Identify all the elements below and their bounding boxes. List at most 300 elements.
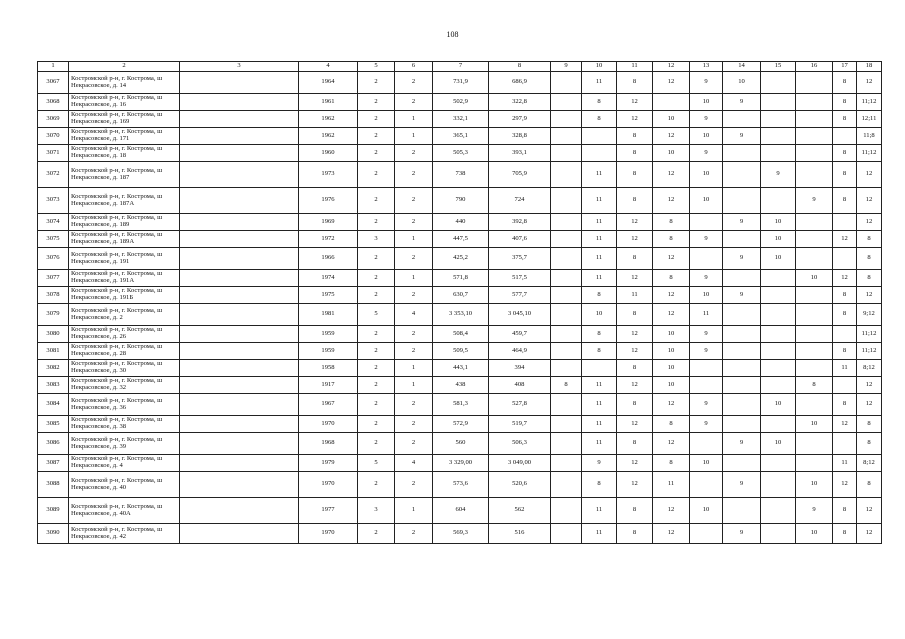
table-cell: 11 xyxy=(833,360,857,377)
table-cell: 12 xyxy=(653,304,690,326)
table-cell xyxy=(796,455,833,472)
address-cell: Костромской р-н, г. Кострома, ш Некрасовское, д. 28 xyxy=(69,343,180,360)
table-cell: 9 xyxy=(723,214,761,231)
table-cell: 8 xyxy=(617,394,653,416)
table-cell: 12 xyxy=(617,111,653,128)
table-cell: 1977 xyxy=(299,498,358,524)
record-id-cell: 3083 xyxy=(38,377,69,394)
table-cell: 10 xyxy=(653,360,690,377)
table-cell xyxy=(796,394,833,416)
table-cell: 10 xyxy=(761,248,796,270)
table-cell xyxy=(723,231,761,248)
table-cell: 9 xyxy=(761,162,796,188)
table-cell: 790 xyxy=(433,188,489,214)
table-cell xyxy=(180,287,299,304)
table-cell xyxy=(551,128,582,145)
table-cell: 10 xyxy=(761,433,796,455)
table-cell: 8 xyxy=(617,498,653,524)
column-number-9: 9 xyxy=(551,62,582,72)
table-cell: 8 xyxy=(833,343,857,360)
table-cell xyxy=(761,455,796,472)
table-cell: 8 xyxy=(617,72,653,94)
table-cell: 8 xyxy=(617,433,653,455)
table-cell: 9 xyxy=(723,128,761,145)
table-cell: 10 xyxy=(723,72,761,94)
table-cell xyxy=(180,270,299,287)
table-cell: 375,7 xyxy=(489,248,551,270)
table-cell xyxy=(551,472,582,498)
table-cell xyxy=(796,433,833,455)
table-cell xyxy=(761,326,796,343)
table-cell: 571,8 xyxy=(433,270,489,287)
table-cell xyxy=(180,214,299,231)
table-cell: 560 xyxy=(433,433,489,455)
table-cell: 686,9 xyxy=(489,72,551,94)
table-cell: 10 xyxy=(690,128,723,145)
record-id-cell: 3072 xyxy=(38,162,69,188)
table-cell: 2 xyxy=(395,162,433,188)
column-number-1: 1 xyxy=(38,62,69,72)
address-cell: Костромской р-н, г. Кострома, ш Некрасовское, д. 42 xyxy=(69,524,180,544)
table-cell: 738 xyxy=(433,162,489,188)
table-cell: 1968 xyxy=(299,433,358,455)
table-cell: 8 xyxy=(857,416,882,433)
table-cell: 2 xyxy=(358,188,395,214)
address-cell: Костромской р-н, г. Кострома, ш Некрасовское, д. 40А xyxy=(69,498,180,524)
table-cell: 12 xyxy=(857,498,882,524)
table-cell xyxy=(551,231,582,248)
table-cell xyxy=(761,94,796,111)
table-cell: 1959 xyxy=(299,326,358,343)
table-cell xyxy=(180,188,299,214)
table-cell: 1975 xyxy=(299,287,358,304)
table-cell xyxy=(796,304,833,326)
table-cell xyxy=(551,498,582,524)
table-cell: 8 xyxy=(833,524,857,544)
table-cell: 581,3 xyxy=(433,394,489,416)
table-cell xyxy=(761,72,796,94)
table-cell xyxy=(723,304,761,326)
table-row xyxy=(38,270,882,287)
table-cell: 1976 xyxy=(299,188,358,214)
table-cell xyxy=(796,162,833,188)
table-cell xyxy=(180,455,299,472)
table-cell: 11 xyxy=(582,72,617,94)
table-cell xyxy=(180,145,299,162)
table-row xyxy=(38,162,882,188)
table-cell xyxy=(723,188,761,214)
table-cell: 407,6 xyxy=(489,231,551,248)
table-cell: 8 xyxy=(857,248,882,270)
table-cell xyxy=(833,326,857,343)
table-cell: 11 xyxy=(582,498,617,524)
table-cell xyxy=(180,360,299,377)
table-row xyxy=(38,214,882,231)
table-cell: 8 xyxy=(617,128,653,145)
table-cell: 11;12 xyxy=(857,326,882,343)
table-cell: 11 xyxy=(582,231,617,248)
table-cell xyxy=(833,433,857,455)
table-cell: 8 xyxy=(833,188,857,214)
table-cell: 10 xyxy=(796,270,833,287)
table-cell: 1970 xyxy=(299,472,358,498)
table-cell xyxy=(582,128,617,145)
table-cell: 12 xyxy=(833,231,857,248)
table-cell xyxy=(551,270,582,287)
table-cell: 12 xyxy=(857,214,882,231)
table-cell xyxy=(723,416,761,433)
record-id-cell: 3086 xyxy=(38,433,69,455)
table-cell xyxy=(761,360,796,377)
table-cell xyxy=(833,377,857,394)
address-cell: Костромской р-н, г. Кострома, ш Некрасовское, д. 191А xyxy=(69,270,180,287)
table-cell: 8 xyxy=(653,231,690,248)
table-cell: 2 xyxy=(395,326,433,343)
address-cell: Костромской р-н, г. Кострома, ш Некрасовское, д. 32 xyxy=(69,377,180,394)
table-row xyxy=(38,394,882,416)
table-cell xyxy=(180,72,299,94)
table-cell xyxy=(761,498,796,524)
table-cell: 459,7 xyxy=(489,326,551,343)
table-cell: 322,8 xyxy=(489,94,551,111)
table-cell: 8 xyxy=(582,472,617,498)
table-cell: 2 xyxy=(358,214,395,231)
table-cell: 8 xyxy=(833,72,857,94)
address-cell: Костромской р-н, г. Кострома, ш Некрасовское, д. 39 xyxy=(69,433,180,455)
table-cell xyxy=(723,270,761,287)
table-cell: 1959 xyxy=(299,343,358,360)
record-id-cell: 3068 xyxy=(38,94,69,111)
table-cell: 2 xyxy=(358,72,395,94)
table-cell: 8 xyxy=(833,94,857,111)
table-cell: 1 xyxy=(395,498,433,524)
table-cell: 12 xyxy=(857,287,882,304)
table-cell: 2 xyxy=(395,343,433,360)
record-id-cell: 3077 xyxy=(38,270,69,287)
table-row xyxy=(38,248,882,270)
table-cell: 394 xyxy=(489,360,551,377)
table-cell xyxy=(796,111,833,128)
table-row xyxy=(38,433,882,455)
table-cell: 11 xyxy=(653,472,690,498)
record-id-cell: 3067 xyxy=(38,72,69,94)
table-cell xyxy=(551,524,582,544)
table-cell: 8 xyxy=(857,472,882,498)
table-row xyxy=(38,72,882,94)
table-row xyxy=(38,524,882,544)
table-row xyxy=(38,304,882,326)
table-cell xyxy=(833,214,857,231)
table-cell: 10 xyxy=(653,343,690,360)
table-cell: 8 xyxy=(617,248,653,270)
table-cell: 10 xyxy=(690,162,723,188)
table-cell xyxy=(551,394,582,416)
table-cell: 1970 xyxy=(299,416,358,433)
table-cell: 2 xyxy=(395,188,433,214)
table-row xyxy=(38,472,882,498)
table-cell: 443,1 xyxy=(433,360,489,377)
table-cell: 2 xyxy=(358,394,395,416)
column-number-5: 5 xyxy=(358,62,395,72)
table-cell xyxy=(761,287,796,304)
table-cell: 2 xyxy=(395,248,433,270)
table-cell xyxy=(180,377,299,394)
table-cell: 1966 xyxy=(299,248,358,270)
table-cell xyxy=(690,377,723,394)
table-cell xyxy=(761,304,796,326)
table-cell: 9 xyxy=(690,231,723,248)
address-cell: Костромской р-н, г. Кострома, ш Некрасовское, д. 38 xyxy=(69,416,180,433)
table-cell xyxy=(723,111,761,128)
table-cell xyxy=(761,188,796,214)
record-id-cell: 3069 xyxy=(38,111,69,128)
table-cell: 519,7 xyxy=(489,416,551,433)
table-cell: 1 xyxy=(395,231,433,248)
table-cell: 9 xyxy=(690,145,723,162)
table-cell: 8 xyxy=(833,162,857,188)
address-cell: Костромской р-н, г. Кострома, ш Некрасовское, д. 189А xyxy=(69,231,180,248)
table-cell: 11 xyxy=(582,524,617,544)
table-cell: 12 xyxy=(653,394,690,416)
table-cell: 440 xyxy=(433,214,489,231)
table-row xyxy=(38,326,882,343)
table-cell: 516 xyxy=(489,524,551,544)
table-cell: 8 xyxy=(653,455,690,472)
table-cell: 9 xyxy=(690,416,723,433)
table-cell: 11 xyxy=(582,270,617,287)
table-cell: 1 xyxy=(395,111,433,128)
table-cell: 12 xyxy=(617,455,653,472)
table-cell: 572,9 xyxy=(433,416,489,433)
table-cell xyxy=(551,72,582,94)
table-cell xyxy=(723,162,761,188)
table-cell: 527,8 xyxy=(489,394,551,416)
table-cell: 8 xyxy=(617,304,653,326)
column-number-7: 7 xyxy=(433,62,489,72)
record-id-cell: 3076 xyxy=(38,248,69,270)
record-id-cell: 3082 xyxy=(38,360,69,377)
record-id-cell: 3074 xyxy=(38,214,69,231)
table-row xyxy=(38,94,882,111)
table-cell xyxy=(551,162,582,188)
record-id-cell: 3080 xyxy=(38,326,69,343)
table-cell xyxy=(796,128,833,145)
table-cell: 2 xyxy=(358,326,395,343)
column-number-3: 3 xyxy=(180,62,299,72)
table-cell: 2 xyxy=(358,416,395,433)
address-cell: Костромской р-н, г. Кострома, ш Некрасовское, д. 169 xyxy=(69,111,180,128)
table-cell: 1961 xyxy=(299,94,358,111)
table-cell: 1960 xyxy=(299,145,358,162)
table-cell: 438 xyxy=(433,377,489,394)
table-cell: 1970 xyxy=(299,524,358,544)
table-cell: 10 xyxy=(690,287,723,304)
table-cell: 12 xyxy=(617,94,653,111)
column-number-4: 4 xyxy=(299,62,358,72)
table-cell: 11 xyxy=(582,162,617,188)
table-cell: 11 xyxy=(617,287,653,304)
table-cell: 10 xyxy=(761,214,796,231)
table-cell: 508,4 xyxy=(433,326,489,343)
table-cell: 12 xyxy=(653,72,690,94)
table-cell: 520,6 xyxy=(489,472,551,498)
table-cell: 12 xyxy=(653,287,690,304)
table-cell xyxy=(833,128,857,145)
table-cell: 509,5 xyxy=(433,343,489,360)
table-row xyxy=(38,498,882,524)
table-cell xyxy=(180,94,299,111)
table-cell: 604 xyxy=(433,498,489,524)
address-cell: Костромской р-н, г. Кострома, ш Некрасовское, д. 4 xyxy=(69,455,180,472)
table-cell: 2 xyxy=(358,377,395,394)
column-number-row xyxy=(38,62,882,72)
table-cell: 1972 xyxy=(299,231,358,248)
address-cell: Костромской р-н, г. Кострома, ш Некрасовское, д. 18 xyxy=(69,145,180,162)
table-cell: 12 xyxy=(617,214,653,231)
table-row xyxy=(38,128,882,145)
table-cell: 297,9 xyxy=(489,111,551,128)
table-cell: 11;12 xyxy=(857,94,882,111)
table-cell xyxy=(180,433,299,455)
table-cell xyxy=(551,326,582,343)
table-cell xyxy=(551,287,582,304)
table-cell: 1 xyxy=(395,360,433,377)
table-cell: 2 xyxy=(395,145,433,162)
table-cell: 10 xyxy=(653,145,690,162)
table-cell: 11 xyxy=(582,416,617,433)
record-id-cell: 3090 xyxy=(38,524,69,544)
table-cell: 9 xyxy=(690,111,723,128)
table-cell: 12 xyxy=(653,128,690,145)
table-cell: 8 xyxy=(582,94,617,111)
table-cell xyxy=(180,394,299,416)
table-cell: 12 xyxy=(833,416,857,433)
table-cell: 8 xyxy=(617,162,653,188)
address-cell: Костромской р-н, г. Кострома, ш Некрасовское, д. 40 xyxy=(69,472,180,498)
table-cell xyxy=(653,94,690,111)
table-cell xyxy=(761,270,796,287)
table-cell xyxy=(723,498,761,524)
table-cell: 9 xyxy=(723,433,761,455)
table-cell: 10 xyxy=(690,455,723,472)
table-cell: 3 329,00 xyxy=(433,455,489,472)
table-cell xyxy=(180,128,299,145)
table-cell: 11 xyxy=(582,188,617,214)
table-cell: 12 xyxy=(617,326,653,343)
table-row xyxy=(38,231,882,248)
address-cell: Костромской р-н, г. Кострома, ш Некрасовское, д. 187 xyxy=(69,162,180,188)
record-id-cell: 3081 xyxy=(38,343,69,360)
table-cell: 562 xyxy=(489,498,551,524)
table-cell: 12 xyxy=(833,472,857,498)
table-cell: 8 xyxy=(617,524,653,544)
table-cell xyxy=(690,248,723,270)
address-cell: Костромской р-н, г. Кострома, ш Некрасовское, д. 189 xyxy=(69,214,180,231)
table-cell: 2 xyxy=(395,433,433,455)
table-cell: 8 xyxy=(617,360,653,377)
table-cell: 11 xyxy=(582,433,617,455)
record-id-cell: 3085 xyxy=(38,416,69,433)
address-cell: Костромской р-н, г. Кострома, ш Некрасовское, д. 187А xyxy=(69,188,180,214)
table-cell: 10 xyxy=(690,498,723,524)
table-cell: 1 xyxy=(395,377,433,394)
table-cell: 12 xyxy=(857,524,882,544)
table-cell: 1962 xyxy=(299,128,358,145)
table-cell: 630,7 xyxy=(433,287,489,304)
table-cell xyxy=(796,94,833,111)
table-cell: 3 xyxy=(358,498,395,524)
table-cell: 8 xyxy=(582,326,617,343)
table-cell xyxy=(796,248,833,270)
table-cell: 12 xyxy=(617,377,653,394)
table-cell: 12 xyxy=(617,231,653,248)
column-number-16: 16 xyxy=(796,62,833,72)
table-cell: 8 xyxy=(617,145,653,162)
table-row xyxy=(38,455,882,472)
table-cell xyxy=(551,455,582,472)
table-row xyxy=(38,145,882,162)
table-cell: 2 xyxy=(358,162,395,188)
record-id-cell: 3079 xyxy=(38,304,69,326)
table-cell xyxy=(796,145,833,162)
table-cell: 2 xyxy=(358,128,395,145)
table-cell: 12;11 xyxy=(857,111,882,128)
table-cell: 8 xyxy=(582,343,617,360)
table-cell xyxy=(551,248,582,270)
table-cell: 8 xyxy=(833,394,857,416)
column-number-2: 2 xyxy=(69,62,180,72)
column-number-14: 14 xyxy=(723,62,761,72)
table-cell: 3 045,10 xyxy=(489,304,551,326)
table-cell: 2 xyxy=(395,287,433,304)
record-id-cell: 3070 xyxy=(38,128,69,145)
table-cell xyxy=(723,377,761,394)
table-row xyxy=(38,343,882,360)
table-cell xyxy=(833,248,857,270)
table-cell: 10 xyxy=(653,326,690,343)
table-cell: 2 xyxy=(395,94,433,111)
table-cell xyxy=(761,343,796,360)
table-cell: 12 xyxy=(833,270,857,287)
table-cell xyxy=(690,433,723,455)
table-cell: 1981 xyxy=(299,304,358,326)
table-cell: 731,9 xyxy=(433,72,489,94)
table-cell: 1964 xyxy=(299,72,358,94)
table-cell: 10 xyxy=(690,188,723,214)
table-cell: 8 xyxy=(796,377,833,394)
table-cell: 9 xyxy=(723,472,761,498)
table-cell: 577,7 xyxy=(489,287,551,304)
table-cell xyxy=(723,360,761,377)
table-cell: 11 xyxy=(582,214,617,231)
table-cell: 12 xyxy=(617,472,653,498)
table-cell: 2 xyxy=(395,472,433,498)
table-cell: 8 xyxy=(617,188,653,214)
table-cell: 8 xyxy=(833,287,857,304)
table-cell xyxy=(723,343,761,360)
table-cell xyxy=(796,72,833,94)
table-cell xyxy=(551,94,582,111)
address-cell: Костромской р-н, г. Кострома, ш Некрасовское, д. 26 xyxy=(69,326,180,343)
record-id-cell: 3075 xyxy=(38,231,69,248)
table-cell: 9 xyxy=(690,343,723,360)
table-cell xyxy=(180,231,299,248)
table-cell: 9 xyxy=(690,72,723,94)
table-cell: 8 xyxy=(653,214,690,231)
table-cell: 12 xyxy=(653,162,690,188)
table-cell: 8;12 xyxy=(857,455,882,472)
table-cell xyxy=(796,287,833,304)
